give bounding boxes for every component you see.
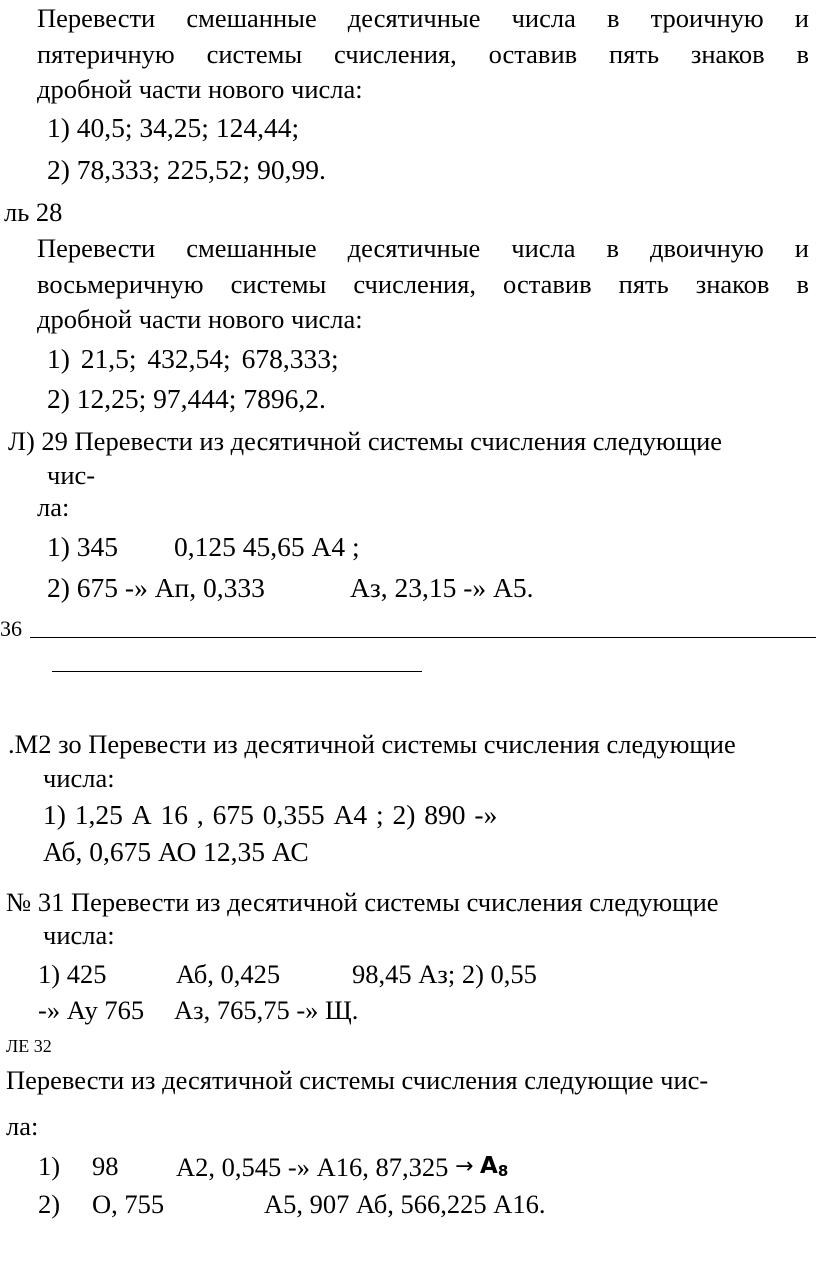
task29-item-1-a: 1) 345 (47, 531, 119, 562)
task29-line-1: Л) 29 Перевести из десятичной системы счисления следующие (8, 426, 723, 456)
task32-item-1-b (176, 1150, 508, 1187)
task31-line-2: числа: (43, 920, 115, 950)
task28-header: ль 28 (4, 197, 63, 227)
task28-line-1: Перевести смешанные десятичные числа в двоичную и (37, 233, 809, 263)
base-subscript: 8 (497, 1162, 509, 1180)
task31-line-4-a: -» Ау 765 (38, 995, 145, 1025)
task29-item-2-b: Аз, 23,15 -» А5. (350, 572, 534, 603)
task32-line-2: ла: (6, 1111, 39, 1141)
task31-line-4-b: Аз, 765,75 -» Щ. (174, 995, 359, 1025)
task28-line-3: дробной части нового числа: (37, 304, 363, 334)
task32-item-2-a: О, 755 (92, 1189, 165, 1219)
task31-line-3-c: 98,45 Аз; 2) 0,55 (352, 959, 537, 989)
right-arrow-icon: → (454, 1154, 474, 1179)
task32-header: ЛЕ 32 (6, 1036, 52, 1056)
task32-item-2-number: 2) (38, 1189, 61, 1219)
task30-line-4: Аб, 0,675 АО 12,35 АС (43, 836, 309, 867)
task29-item-2-a: 2) 675 -» Ап, 0,333 (47, 572, 265, 603)
task31-line-3-b: Аб, 0,425 (176, 959, 281, 989)
task31-line-3-a: 1) 425 (38, 959, 107, 989)
task28-item-2: 2) 12,25; 97,444; 7896,2. (47, 383, 326, 414)
base-8-label (480, 1153, 508, 1179)
task32-item-1-number: 1) (38, 1151, 61, 1181)
task29-line-3: ла: (37, 492, 70, 522)
task28-item-1: 1) 21,5; 432,54; 678,333; (47, 343, 339, 374)
task27-line-1: Перевести смешанные десятичные числа в троичную и (37, 3, 809, 33)
task27-line-2: пятеричную системы счисления, оставив пять знаков в (37, 39, 809, 69)
task27-item-1: 1) 40,5; 34,25; 124,44; (47, 112, 300, 143)
page-number: 36 (0, 616, 22, 641)
task32-item-1-a: 98 (92, 1151, 119, 1181)
task28-line-2: восьмеричную системы счисления, оставив пять знаков в (37, 269, 809, 299)
task32-item-2-b: А5, 907 Аб, 566,225 А16. (264, 1189, 546, 1219)
task29-item-1-b: 0,125 45,65 А4 ; (174, 531, 360, 562)
task31-line-1: № 31 Перевести из десятичной системы счисления следующие (6, 887, 719, 917)
task30-line-3: 1) 1,25 А 16 , 675 0,355 А4 ; 2) 890 -» (43, 799, 498, 830)
task29-line-2: чис- (47, 460, 96, 490)
base-letter: А (480, 1153, 498, 1179)
task30-line-1: .М2 зо Перевести из десятичной системы счисления следующие (8, 729, 736, 759)
task27-line-3: дробной части нового числа: (37, 74, 363, 104)
footnote-divider (52, 671, 422, 672)
task32-item-1-text: А2, 0,545 -» А16, 87,325 (176, 1152, 449, 1182)
task32-line-1: Перевести из десятичной системы счисления следующие чис- (6, 1065, 709, 1095)
task27-item-2: 2) 78,333; 225,52; 90,99. (47, 154, 326, 185)
footer-divider (30, 637, 816, 638)
task30-line-2: числа: (43, 763, 115, 793)
